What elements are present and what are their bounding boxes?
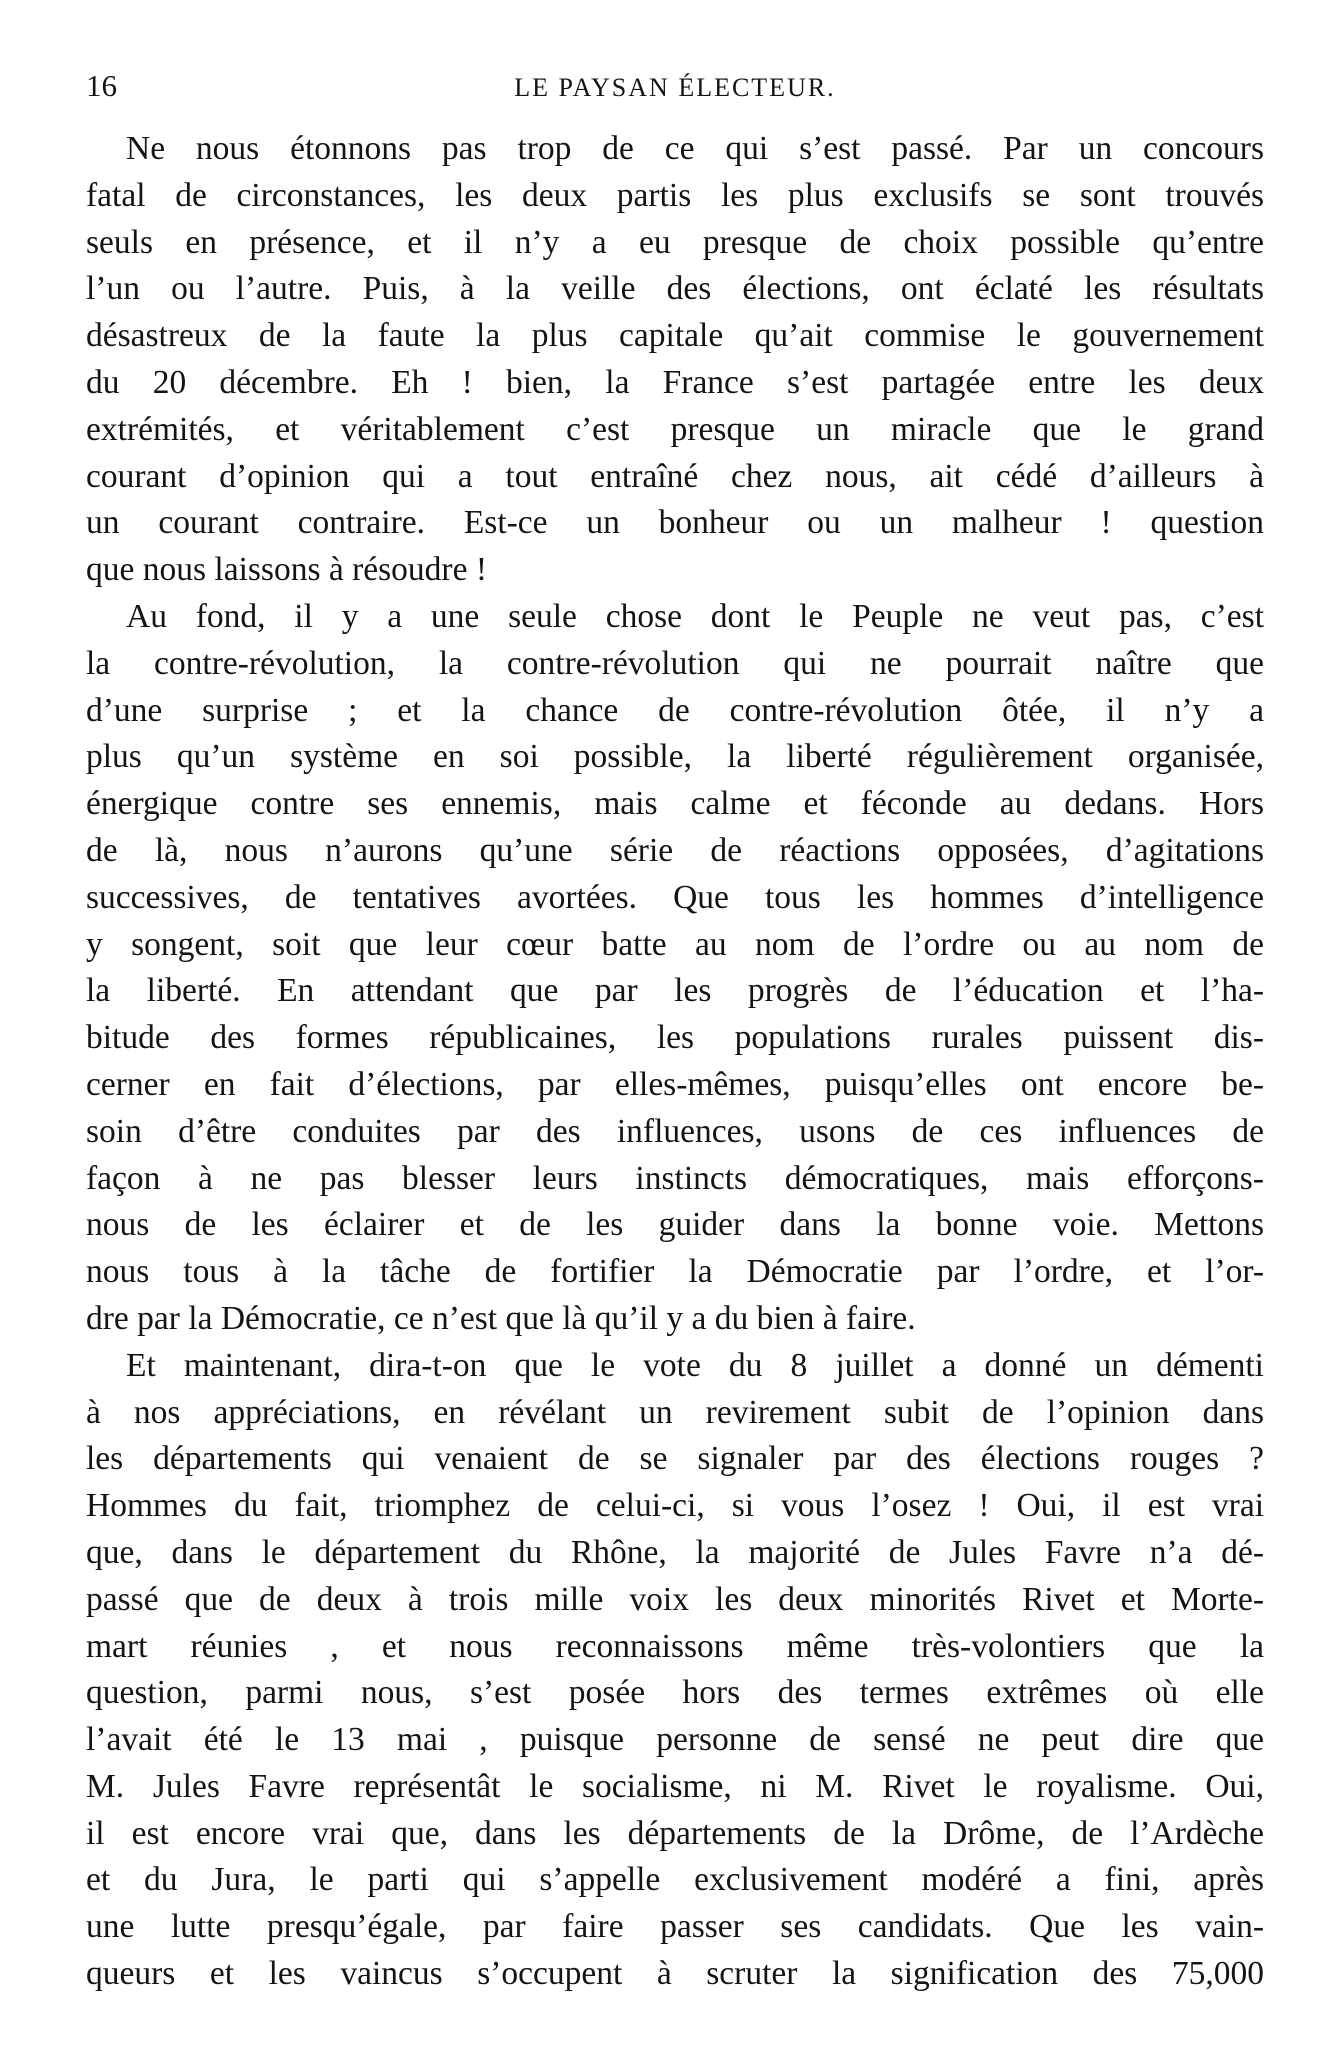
running-head [86, 64, 1264, 108]
text-line: d’une surprise ; et la chance de contre-révolution ôtée, il n’y a [86, 691, 1264, 729]
text-line: extrémités, et véritablement c’est presque un miracle que le grand [86, 410, 1264, 448]
text-line: seuls en présence, et il n’y a eu presque de choix possible qu’entre [86, 223, 1264, 261]
text-line: nous tous à la tâche de fortifier la Démocratie par l’ordre, et l’or- [86, 1253, 1264, 1291]
text-line: l’avait été le 13 mai , puisque personne de sensé ne peut dire que [86, 1721, 1264, 1759]
text-line: un courant contraire. Est-ce un bonheur ou un malheur ! question [86, 504, 1264, 542]
text-line: la contre-révolution, la contre-révolution qui ne pourrait naître que [86, 644, 1264, 682]
text-line: façon à ne pas blesser leurs instincts démocratiques, mais efforçons- [86, 1159, 1264, 1197]
text-line: les départements qui venaient de se signaler par des élections rouges ? [86, 1440, 1264, 1478]
text-line: une lutte presqu’égale, par faire passer ses candidats. Que les vain- [86, 1908, 1264, 1946]
text-line: et du Jura, le parti qui s’appelle exclusivement modéré a fini, après [86, 1861, 1264, 1899]
text-line: que nous laissons à résoudre ! [86, 551, 487, 589]
text-line: nous de les éclairer et de les guider dans la bonne voie. Mettons [86, 1206, 1264, 1244]
paragraph-2 [86, 594, 1264, 1343]
text-line: à nos appréciations, en révélant un revirement subit de l’opinion dans [86, 1393, 1264, 1431]
text-line: que, dans le département du Rhône, la majorité de Jules Favre n’a dé- [86, 1533, 1264, 1571]
text-line: Ne nous étonnons pas trop de ce qui s’est passé. Par un concours [126, 130, 1264, 167]
text-line: dre par la Démocratie, ce n’est que là qu’il y a du bien à faire. [86, 1299, 916, 1337]
text-line: Hommes du fait, triomphez de celui-ci, si vous l’osez ! Oui, il est vrai [86, 1487, 1264, 1525]
running-title: LE PAYSAN ÉLECTEUR. [514, 73, 836, 102]
text-line: la liberté. En attendant que par les progrès de l’éducation et l’ha- [86, 972, 1264, 1010]
text-line: fatal de circonstances, les deux partis les plus exclusifs se sont trouvés [86, 176, 1264, 214]
text-line: désastreux de la faute la plus capitale qu’ait commise le gouvernement [86, 317, 1264, 355]
text-line: bitude des formes républicaines, les populations rurales puissent dis- [86, 1019, 1264, 1057]
text-line: il est encore vrai que, dans les départements de la Drôme, de l’Ardèche [86, 1814, 1264, 1852]
page-number: 16 [86, 68, 117, 103]
text-line: y songent, soit que leur cœur batte au nom de l’ordre ou au nom de [86, 925, 1264, 963]
body-text [86, 126, 1264, 1998]
text-line: Au fond, il y a une seule chose dont le Peuple ne veut pas, c’est [126, 597, 1264, 635]
text-line: énergique contre ses ennemis, mais calme et féconde au dedans. Hors [86, 785, 1264, 823]
text-line: M. Jules Favre représentât le socialisme, ni M. Rivet le royalisme. Oui, [86, 1767, 1264, 1805]
text-line: Et maintenant, dira-t-on que le vote du 8 juillet a donné un démenti [126, 1346, 1264, 1384]
text-line: cerner en fait d’élections, par elles-mêmes, puisqu’elles ont encore be- [86, 1065, 1264, 1103]
text-line: passé que de deux à trois mille voix les deux minorités Rivet et Morte- [86, 1580, 1264, 1618]
text-line: l’un ou l’autre. Puis, à la veille des élections, ont éclaté les résultats [86, 270, 1264, 308]
text-line: de là, nous n’aurons qu’une série de réactions opposées, d’agitations [86, 831, 1264, 869]
text-line: question, parmi nous, s’est posée hors des termes extrêmes où elle [86, 1674, 1264, 1712]
paragraph-1 [86, 126, 1264, 594]
text-line: successives, de tentatives avortées. Que tous les hommes d’intelligence [86, 878, 1264, 916]
text-line: soin d’être conduites par des influences, usons de ces influences de [86, 1112, 1264, 1150]
text-line: mart réunies , et nous reconnaissons même très-volontiers que la [86, 1627, 1264, 1665]
text-line: plus qu’un système en soi possible, la liberté régulièrement organisée, [86, 738, 1264, 776]
text-line: du 20 décembre. Eh ! bien, la France s’est partagée entre les deux [86, 363, 1264, 401]
text-line: queurs et les vaincus s’occupent à scruter la signification des 75,000 [86, 1955, 1264, 1993]
paragraph-3 [86, 1343, 1264, 1998]
text-line: courant d’opinion qui a tout entraîné chez nous, ait cédé d’ailleurs à [86, 457, 1264, 495]
